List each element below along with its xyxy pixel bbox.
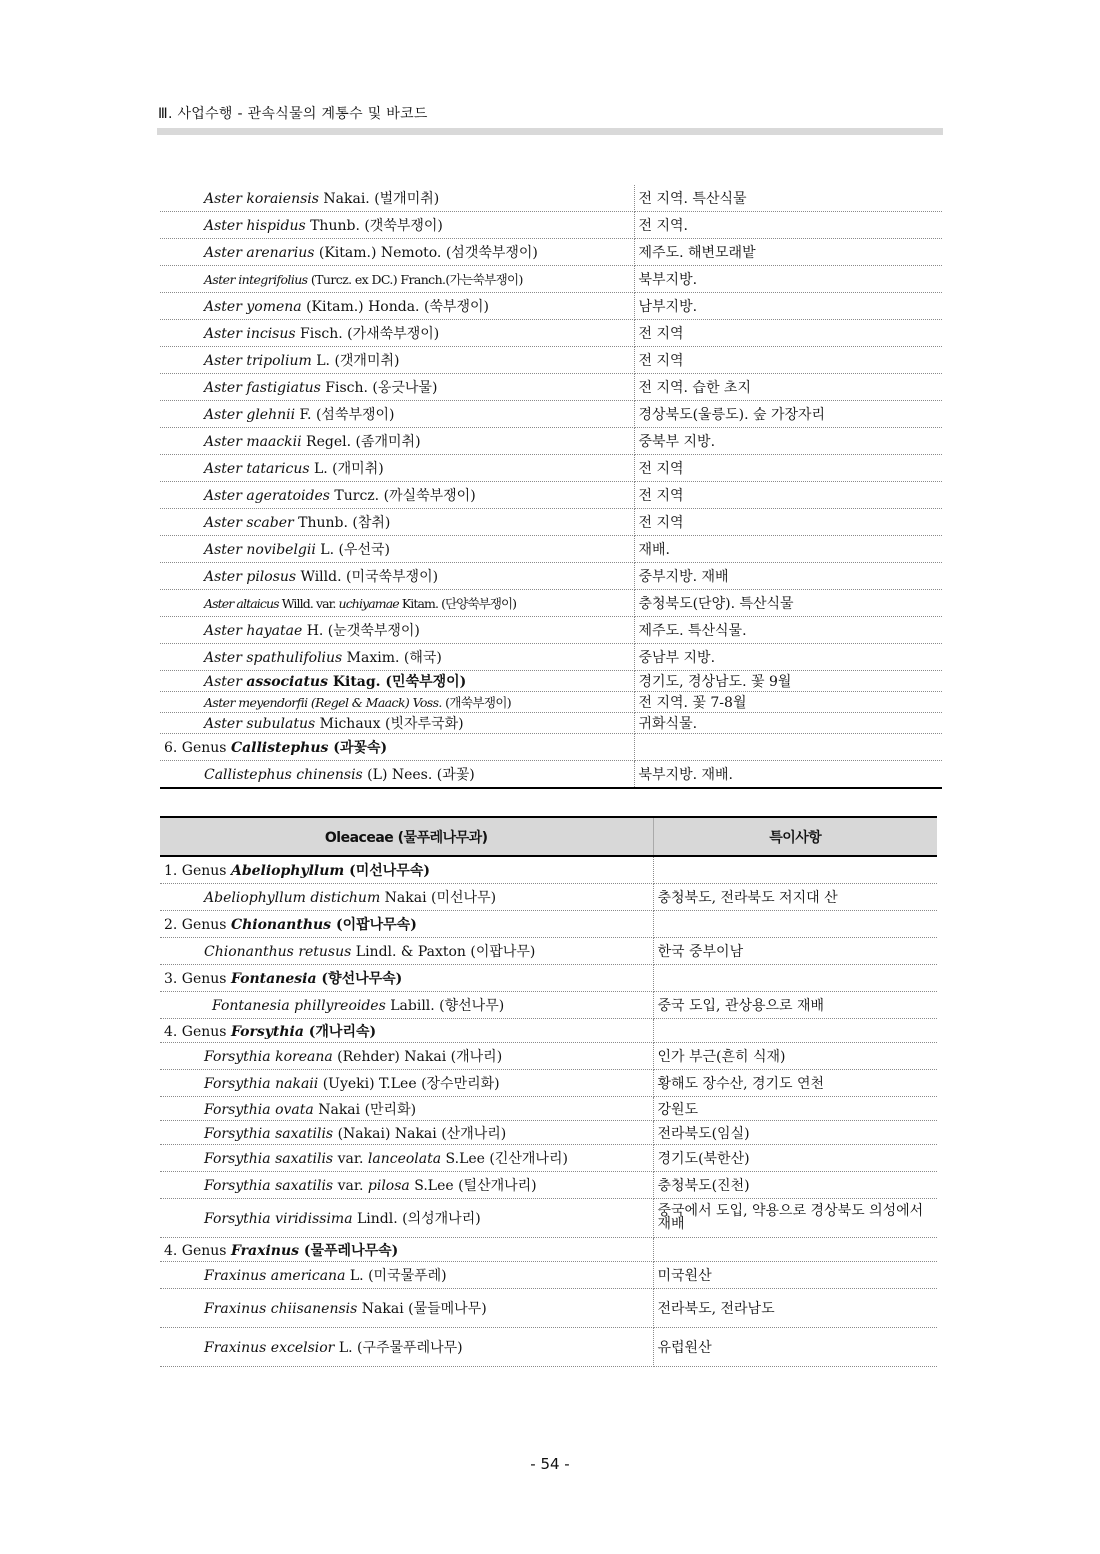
genus-name: 2. Genus Chionanthus (이팝나무속) bbox=[160, 911, 653, 938]
species-name: Aster tataricus L. (개미취) bbox=[160, 455, 634, 482]
species-name: Callistephus chinensis (L) Nees. (과꽃) bbox=[160, 761, 634, 789]
species-name: Aster altaicus Willd. var. uchiyamae Kitam. (단양쑥부쟁이) bbox=[160, 590, 634, 617]
genus-row bbox=[160, 1238, 937, 1262]
species-row bbox=[160, 293, 942, 320]
species-note: 중남부 지방. bbox=[634, 644, 942, 671]
species-name: Abeliophyllum distichum Nakai (미선나무) bbox=[160, 884, 653, 911]
species-row bbox=[160, 692, 942, 713]
species-note: 전 지역 bbox=[634, 347, 942, 374]
species-note: 한국 중부이남 bbox=[653, 938, 937, 965]
species-note: 중국 도입, 관상용으로 재배 bbox=[653, 992, 937, 1019]
header-notes: 특이사항 bbox=[653, 817, 937, 856]
species-note: 전 지역. 특산식물 bbox=[634, 185, 942, 212]
species-name: Aster scaber Thunb. (참취) bbox=[160, 509, 634, 536]
species-name: Aster meyendorfii (Regel & Maack) Voss. (개쑥부쟁이) bbox=[160, 692, 634, 713]
species-name: Aster ageratoides Turcz. (까실쑥부쟁이) bbox=[160, 482, 634, 509]
species-name: Forsythia koreana (Rehder) Nakai (개나리) bbox=[160, 1043, 653, 1070]
aster-species-table bbox=[160, 185, 942, 789]
species-row bbox=[160, 428, 942, 455]
species-row bbox=[160, 1121, 937, 1145]
species-name: Forsythia saxatilis var. pilosa S.Lee (털산개나리) bbox=[160, 1172, 653, 1199]
genus-row bbox=[160, 911, 937, 938]
species-row bbox=[160, 347, 942, 374]
genus-name: 4. Genus Forsythia (개나리속) bbox=[160, 1019, 653, 1043]
species-name: Aster subulatus Michaux (빗자루국화) bbox=[160, 713, 634, 734]
species-name: Aster tripolium L. (갯개미취) bbox=[160, 347, 634, 374]
species-row bbox=[160, 713, 942, 734]
species-note: 남부지방. bbox=[634, 293, 942, 320]
species-row bbox=[160, 239, 942, 266]
genus-name: 4. Genus Fraxinus (물푸레나무속) bbox=[160, 1238, 653, 1262]
species-row bbox=[160, 1328, 937, 1367]
species-row bbox=[160, 992, 937, 1019]
page-header-title: Ⅲ. 사업수행 - 관속식물의 계통수 및 바코드 bbox=[158, 106, 428, 122]
species-name: Chionanthus retusus Lindl. & Paxton (이팝나무) bbox=[160, 938, 653, 965]
species-row bbox=[160, 509, 942, 536]
genus-name: 6. Genus Callistephus (과꽃속) bbox=[160, 734, 634, 761]
species-row bbox=[160, 185, 942, 212]
species-name: Forsythia nakaii (Uyeki) T.Lee (장수만리화) bbox=[160, 1070, 653, 1097]
species-name: Aster hispidus Thunb. (갯쑥부쟁이) bbox=[160, 212, 634, 239]
species-note: 미국원산 bbox=[653, 1262, 937, 1289]
species-row bbox=[160, 212, 942, 239]
species-note: 전 지역. 꽃 7-8월 bbox=[634, 692, 942, 713]
species-row bbox=[160, 563, 942, 590]
species-row bbox=[160, 1097, 937, 1121]
species-row bbox=[160, 1172, 937, 1199]
genus-name: 1. Genus Abeliophyllum (미선나무속) bbox=[160, 856, 653, 884]
species-name: Aster fastigiatus Fisch. (옹긋나물) bbox=[160, 374, 634, 401]
species-note: 중국에서 도입, 약용으로 경상북도 의성에서 재배 bbox=[653, 1199, 937, 1238]
species-note: 황해도 장수산, 경기도 연천 bbox=[653, 1070, 937, 1097]
species-note: 중부지방. 재배 bbox=[634, 563, 942, 590]
species-name: Forsythia saxatilis var. lanceolata S.Lee (긴산개나리) bbox=[160, 1145, 653, 1172]
species-row bbox=[160, 1043, 937, 1070]
species-row bbox=[160, 320, 942, 347]
species-note: 전 지역 bbox=[634, 509, 942, 536]
oleaceae-table bbox=[160, 816, 937, 1367]
species-note: 재배. bbox=[634, 536, 942, 563]
species-note: 귀화식물. bbox=[634, 713, 942, 734]
species-note: 중북부 지방. bbox=[634, 428, 942, 455]
species-note: 충청북도(단양). 특산식물 bbox=[634, 590, 942, 617]
species-row bbox=[160, 1070, 937, 1097]
species-name: Aster koraiensis Nakai. (벌개미취) bbox=[160, 185, 634, 212]
species-row bbox=[160, 590, 942, 617]
species-row bbox=[160, 266, 942, 293]
species-note: 전 지역. 습한 초지 bbox=[634, 374, 942, 401]
species-note: 제주도. 특산식물. bbox=[634, 617, 942, 644]
species-note: 충청북도, 전라북도 저지대 산 bbox=[653, 884, 937, 911]
species-row bbox=[160, 1289, 937, 1328]
species-name: Fraxinus excelsior L. (구주물푸레나무) bbox=[160, 1328, 653, 1367]
header-family: Oleaceae (물푸레나무과) bbox=[160, 817, 653, 856]
species-row bbox=[160, 401, 942, 428]
species-note: 유럽원산 bbox=[653, 1328, 937, 1367]
species-name: Aster spathulifolius Maxim. (해국) bbox=[160, 644, 634, 671]
species-note: 인가 부근(흔히 식재) bbox=[653, 1043, 937, 1070]
species-name: Aster pilosus Willd. (미국쑥부쟁이) bbox=[160, 563, 634, 590]
species-row bbox=[160, 644, 942, 671]
species-note: 북부지방. 재배. bbox=[634, 761, 942, 789]
species-note: 경상북도(울릉도). 숲 가장자리 bbox=[634, 401, 942, 428]
genus-row bbox=[160, 856, 937, 884]
genus-row bbox=[160, 1019, 937, 1043]
species-note: 경기도(북한산) bbox=[653, 1145, 937, 1172]
species-name: Fraxinus chiisanensis Nakai (물들메나무) bbox=[160, 1289, 653, 1328]
species-note: 제주도. 해변모래밭 bbox=[634, 239, 942, 266]
species-row bbox=[160, 1199, 937, 1238]
species-name: Forsythia saxatilis (Nakai) Nakai (산개나리) bbox=[160, 1121, 653, 1145]
species-row bbox=[160, 455, 942, 482]
species-name: Aster hayatae H. (눈갯쑥부쟁이) bbox=[160, 617, 634, 644]
species-name: Fraxinus americana L. (미국물푸레) bbox=[160, 1262, 653, 1289]
species-name: Aster associatus Kitag. (민쑥부쟁이) bbox=[160, 671, 634, 692]
species-note: 충청북도(진천) bbox=[653, 1172, 937, 1199]
species-note: 전 지역. bbox=[634, 212, 942, 239]
species-name: Aster incisus Fisch. (가새쑥부쟁이) bbox=[160, 320, 634, 347]
species-row bbox=[160, 617, 942, 644]
species-row bbox=[160, 1262, 937, 1289]
genus-name: 3. Genus Fontanesia (향선나무속) bbox=[160, 965, 653, 992]
species-name: Forsythia viridissima Lindl. (의성개나리) bbox=[160, 1199, 653, 1238]
species-row bbox=[160, 884, 937, 911]
species-row bbox=[160, 482, 942, 509]
species-row bbox=[160, 761, 942, 789]
species-name: Aster maackii Regel. (좀개미취) bbox=[160, 428, 634, 455]
species-name: Aster glehnii F. (섬쑥부쟁이) bbox=[160, 401, 634, 428]
species-row bbox=[160, 671, 942, 692]
species-note: 전 지역 bbox=[634, 482, 942, 509]
species-row bbox=[160, 374, 942, 401]
genus-row bbox=[160, 965, 937, 992]
species-row bbox=[160, 1145, 937, 1172]
species-name: Fontanesia phillyreoides Labill. (향선나무) bbox=[160, 992, 653, 1019]
species-note: 전라북도, 전라남도 bbox=[653, 1289, 937, 1328]
species-note: 강원도 bbox=[653, 1097, 937, 1121]
species-note: 북부지방. bbox=[634, 266, 942, 293]
species-note: 전 지역 bbox=[634, 455, 942, 482]
species-note: 경기도, 경상남도. 꽃 9월 bbox=[634, 671, 942, 692]
species-name: Aster novibelgii L. (우선국) bbox=[160, 536, 634, 563]
species-row bbox=[160, 938, 937, 965]
species-row bbox=[160, 536, 942, 563]
species-name: Forsythia ovata Nakai (만리화) bbox=[160, 1097, 653, 1121]
species-name: Aster integrifolius (Turcz. ex DC.) Franch.(가는쑥부쟁이) bbox=[160, 266, 634, 293]
table-header-row bbox=[160, 817, 937, 856]
species-note: 전 지역 bbox=[634, 320, 942, 347]
genus-row bbox=[160, 734, 942, 761]
page-number: - 54 - bbox=[530, 1455, 570, 1473]
species-note: 전라북도(임실) bbox=[653, 1121, 937, 1145]
species-name: Aster yomena (Kitam.) Honda. (쑥부쟁이) bbox=[160, 293, 634, 320]
header-rule bbox=[157, 128, 943, 135]
species-name: Aster arenarius (Kitam.) Nemoto. (섬갯쑥부쟁이) bbox=[160, 239, 634, 266]
